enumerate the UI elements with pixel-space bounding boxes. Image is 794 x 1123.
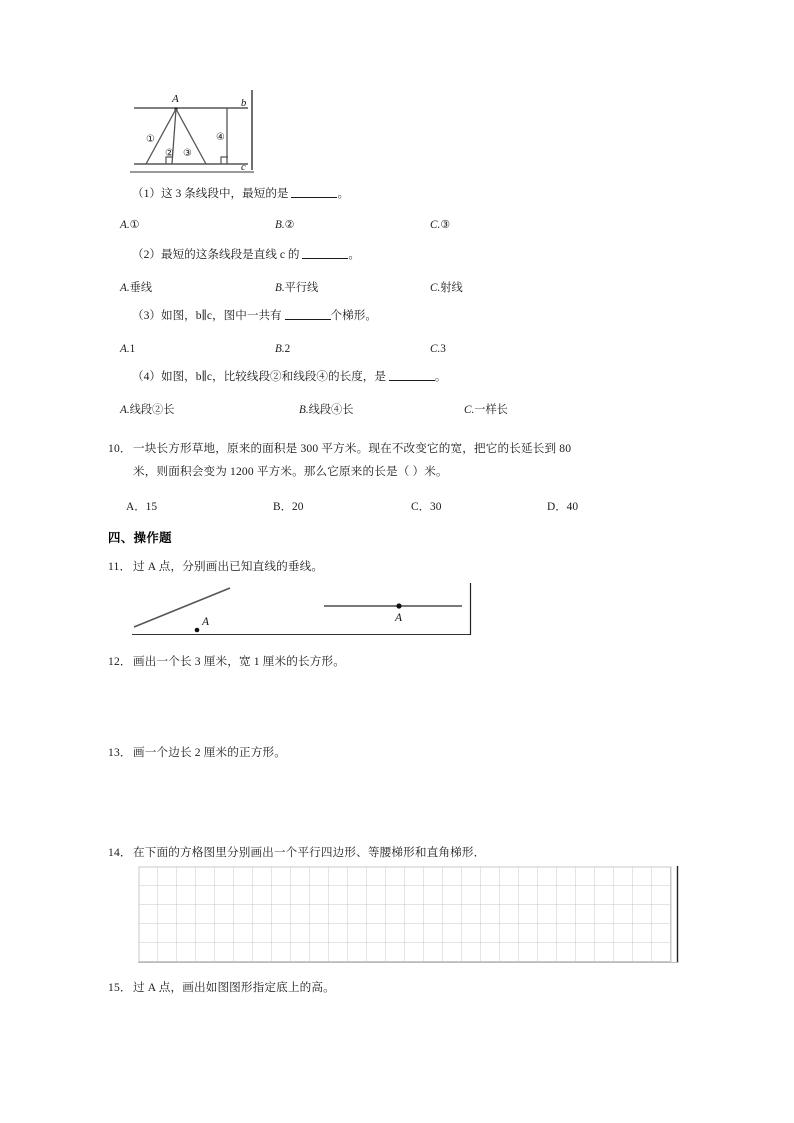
subquestion-1-stem: [132, 182, 349, 206]
question-12-number: 12．: [108, 655, 132, 668]
question-10-number: 10．: [108, 442, 132, 455]
option-c[interactable]: C．30: [411, 501, 442, 513]
option-a[interactable]: A.垂线: [120, 282, 153, 294]
option-a[interactable]: A.①: [120, 219, 140, 231]
square-grid[interactable]: [138, 866, 680, 963]
subquestion-2-stem-text: （2）最短的这条线段是直线 c 的: [132, 248, 300, 261]
two-lines-with-point-A-figure: [132, 583, 473, 637]
answer-blank[interactable]: [285, 308, 331, 320]
option-b[interactable]: B.线段④长: [299, 404, 354, 416]
answer-blank[interactable]: [389, 369, 435, 381]
figure1-segment-label-3: ③: [183, 148, 192, 159]
question-13-text: 画一个边长 2 厘米的正方形。: [133, 746, 286, 759]
subquestion-3-stem-suffix: 个梯形。: [330, 309, 377, 322]
subquestion-4-stem-text: （4）如图，b∥c，比较线段②和线段④的长度，是: [132, 370, 386, 383]
option-a[interactable]: A．15: [126, 501, 158, 513]
question-15-text: 过 A 点，画出如图图形指定底上的高。: [133, 981, 335, 994]
question-14-text: 在下面的方格图里分别画出一个平行四边形、等腰梯形和直角梯形．: [133, 846, 486, 859]
square-grid-figure: [138, 866, 680, 963]
question-13-number: 13．: [108, 746, 132, 759]
subquestion-1-stem-suffix: 。: [337, 187, 350, 200]
question-15-number: 15．: [108, 981, 132, 994]
option-c[interactable]: C.3: [430, 343, 446, 355]
option-d[interactable]: D．40: [547, 501, 579, 513]
option-b[interactable]: B.平行线: [275, 282, 319, 294]
subquestion-3-stem-text: （3）如图，b∥c，图中一共有: [132, 309, 282, 322]
subquestion-2-stem-suffix: 。: [348, 248, 360, 261]
question-11-number: 11．: [108, 560, 132, 573]
subquestion-2-stem: [132, 243, 360, 267]
option-c[interactable]: C.一样长: [464, 404, 508, 416]
figure1-apex-label: A: [172, 93, 179, 105]
question-12-text: 画出一个长 3 厘米，宽 1 厘米的长方形。: [133, 655, 345, 668]
subquestion-3-stem: [132, 304, 377, 328]
subquestion-1-stem-text: （1）这 3 条线段中，最短的是: [132, 187, 289, 200]
figure1-segment-label-1: ①: [146, 134, 155, 145]
option-b[interactable]: B.②: [275, 219, 295, 231]
option-a[interactable]: A.1: [120, 343, 136, 355]
figure1-line-c-label: c: [241, 162, 246, 173]
question-14-number: 14．: [108, 846, 132, 859]
figure1-segment-label-2: ②: [165, 148, 174, 159]
figure11-right-point-label: A: [395, 612, 403, 624]
figure11-left-point-label: A: [202, 616, 210, 628]
subquestion-4-stem: [132, 365, 447, 389]
option-c[interactable]: C.射线: [430, 282, 463, 294]
subquestion-4-stem-suffix: 。: [434, 370, 447, 383]
option-b[interactable]: B．20: [273, 501, 304, 513]
parallel-lines-triangle-figure: [128, 86, 266, 174]
answer-blank[interactable]: [302, 247, 348, 259]
option-b[interactable]: B.2: [275, 343, 291, 355]
answer-blank[interactable]: [291, 186, 337, 198]
figure1-segment-label-4: ④: [216, 132, 225, 143]
question-10-line-2: 米，则面积会变为 1200 平方米。那么它原来的长是（ ）米。: [133, 465, 448, 478]
option-c[interactable]: C.③: [430, 219, 451, 231]
option-a[interactable]: A.线段②长: [120, 404, 175, 416]
question-11-text: 过 A 点，分别画出已知直线的垂线。: [133, 560, 324, 573]
question-10-line-1: 一块长方形草地，原来的面积是 300 平方米。现在不改变它的宽，把它的长延长到 80: [133, 442, 572, 455]
section-title-four: 四、操作题: [108, 531, 172, 545]
figure1-line-b-label: b: [241, 98, 247, 109]
